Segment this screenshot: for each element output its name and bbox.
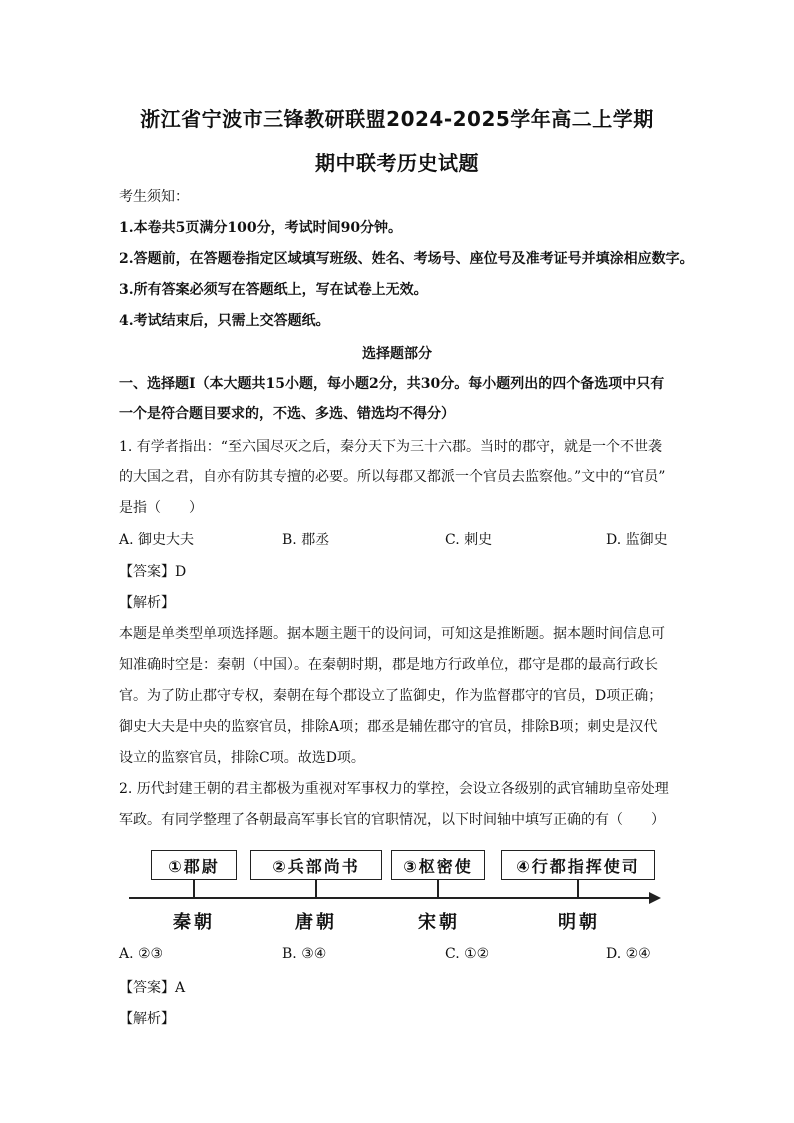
q1-option-c: C. 刺史 — [445, 532, 493, 548]
q1-stem-line-3: 是指（ ） — [119, 500, 203, 516]
q1-analysis-line-2: 知准确时空是：秦朝（中国）。在秦朝时期，郡是地方行政单位，郡守是郡的最高行政长 — [119, 657, 658, 673]
notice-item-4: 4.考试结束后，只需上交答题纸。 — [119, 313, 330, 329]
q2-option-a: A. ②③ — [119, 946, 164, 962]
timeline-box-3: ③枢密使 — [391, 850, 485, 880]
q2-timeline — [119, 840, 679, 940]
q2-option-d: D. ②④ — [606, 946, 651, 962]
timeline-box-2: ②兵部尚书 — [250, 850, 382, 880]
timeline-arrow-icon — [649, 892, 661, 904]
q1-stem-line-1: 1. 有学者指出：“至六国尽灭之后，秦分天下为三十六郡。当时的郡守，就是一个不世袭 — [119, 439, 662, 455]
timeline-tick-3 — [437, 880, 439, 898]
notice-item-2: 2.答题前，在答题卷指定区域填写班级、姓名、考场号、座位号及准考证号并填涂相应数字。 — [119, 251, 694, 267]
q1-answer: 【答案】D — [119, 564, 187, 580]
q1-option-a: A. 御史大夫 — [119, 532, 195, 548]
notice-item-1: 1.本卷共5页满分100分，考试时间90分钟。 — [119, 220, 403, 236]
timeline-tick-2 — [315, 880, 317, 898]
q1-option-d: D. 监御史 — [606, 532, 668, 548]
section-instruction-line-1: 一、选择题Ⅰ（本大题共15小题，每小题2分，共30分。每小题列出的四个备选项中只有 — [119, 376, 665, 392]
timeline-dynasty-tang: 唐朝 — [295, 912, 337, 933]
section-title: 选择题部分 — [362, 346, 432, 362]
page-title-line-1: 浙江省宁波市三锋教研联盟2024-2025学年高二上学期 — [140, 107, 654, 131]
timeline-axis — [129, 897, 657, 899]
q1-analysis-line-1: 本题是单类型单项选择题。据本题主题干的设问词，可知这是推断题。据本题时间信息可 — [119, 626, 665, 642]
q2-analysis-label: 【解析】 — [119, 1011, 175, 1027]
page-title-line-2: 期中联考历史试题 — [315, 151, 479, 175]
timeline-box-4: ④行都指挥使司 — [501, 850, 655, 880]
notice-heading: 考生须知： — [119, 189, 189, 205]
timeline-dynasty-ming: 明朝 — [558, 912, 600, 933]
section-instruction-line-2: 一个是符合题目要求的，不选、多选、错选均不得分） — [119, 406, 455, 422]
notice-item-3: 3.所有答案必须写在答题纸上，写在试卷上无效。 — [119, 282, 428, 298]
timeline-box-1: ①郡尉 — [151, 850, 237, 880]
q1-analysis-label: 【解析】 — [119, 595, 175, 611]
q2-option-c: C. ①② — [445, 946, 490, 962]
q2-stem-line-1: 2. 历代封建王朝的君主都极为重视对军事权力的掌控，会设立各级别的武官辅助皇帝处理 — [119, 781, 669, 797]
q1-option-b: B. 郡丞 — [282, 532, 330, 548]
q1-analysis-line-3: 官。为了防止郡守专权，秦朝在每个郡设立了监御史，作为监督郡守的官员，D项正确； — [119, 688, 663, 704]
q2-option-b: B. ③④ — [282, 946, 327, 962]
q1-analysis-line-5: 设立的监察官员，排除C项。故选D项。 — [119, 750, 365, 766]
q1-analysis-line-4: 御史大夫是中央的监察官员，排除A项；郡丞是辅佐郡守的官员，排除B项；刺史是汉代 — [119, 719, 658, 735]
timeline-dynasty-qin: 秦朝 — [173, 912, 215, 933]
timeline-tick-4 — [577, 880, 579, 898]
q1-stem-line-2: 的大国之君，自亦有防其专擅的必要。所以每郡又都派一个官员去监察他。”文中的“官员” — [119, 469, 666, 485]
q2-stem-line-2: 军政。有同学整理了各朝最高军事长官的官职情况，以下时间轴中填写正确的有（ ） — [119, 812, 665, 828]
timeline-dynasty-song: 宋朝 — [418, 912, 460, 933]
timeline-tick-1 — [193, 880, 195, 898]
q2-answer: 【答案】A — [119, 980, 186, 996]
